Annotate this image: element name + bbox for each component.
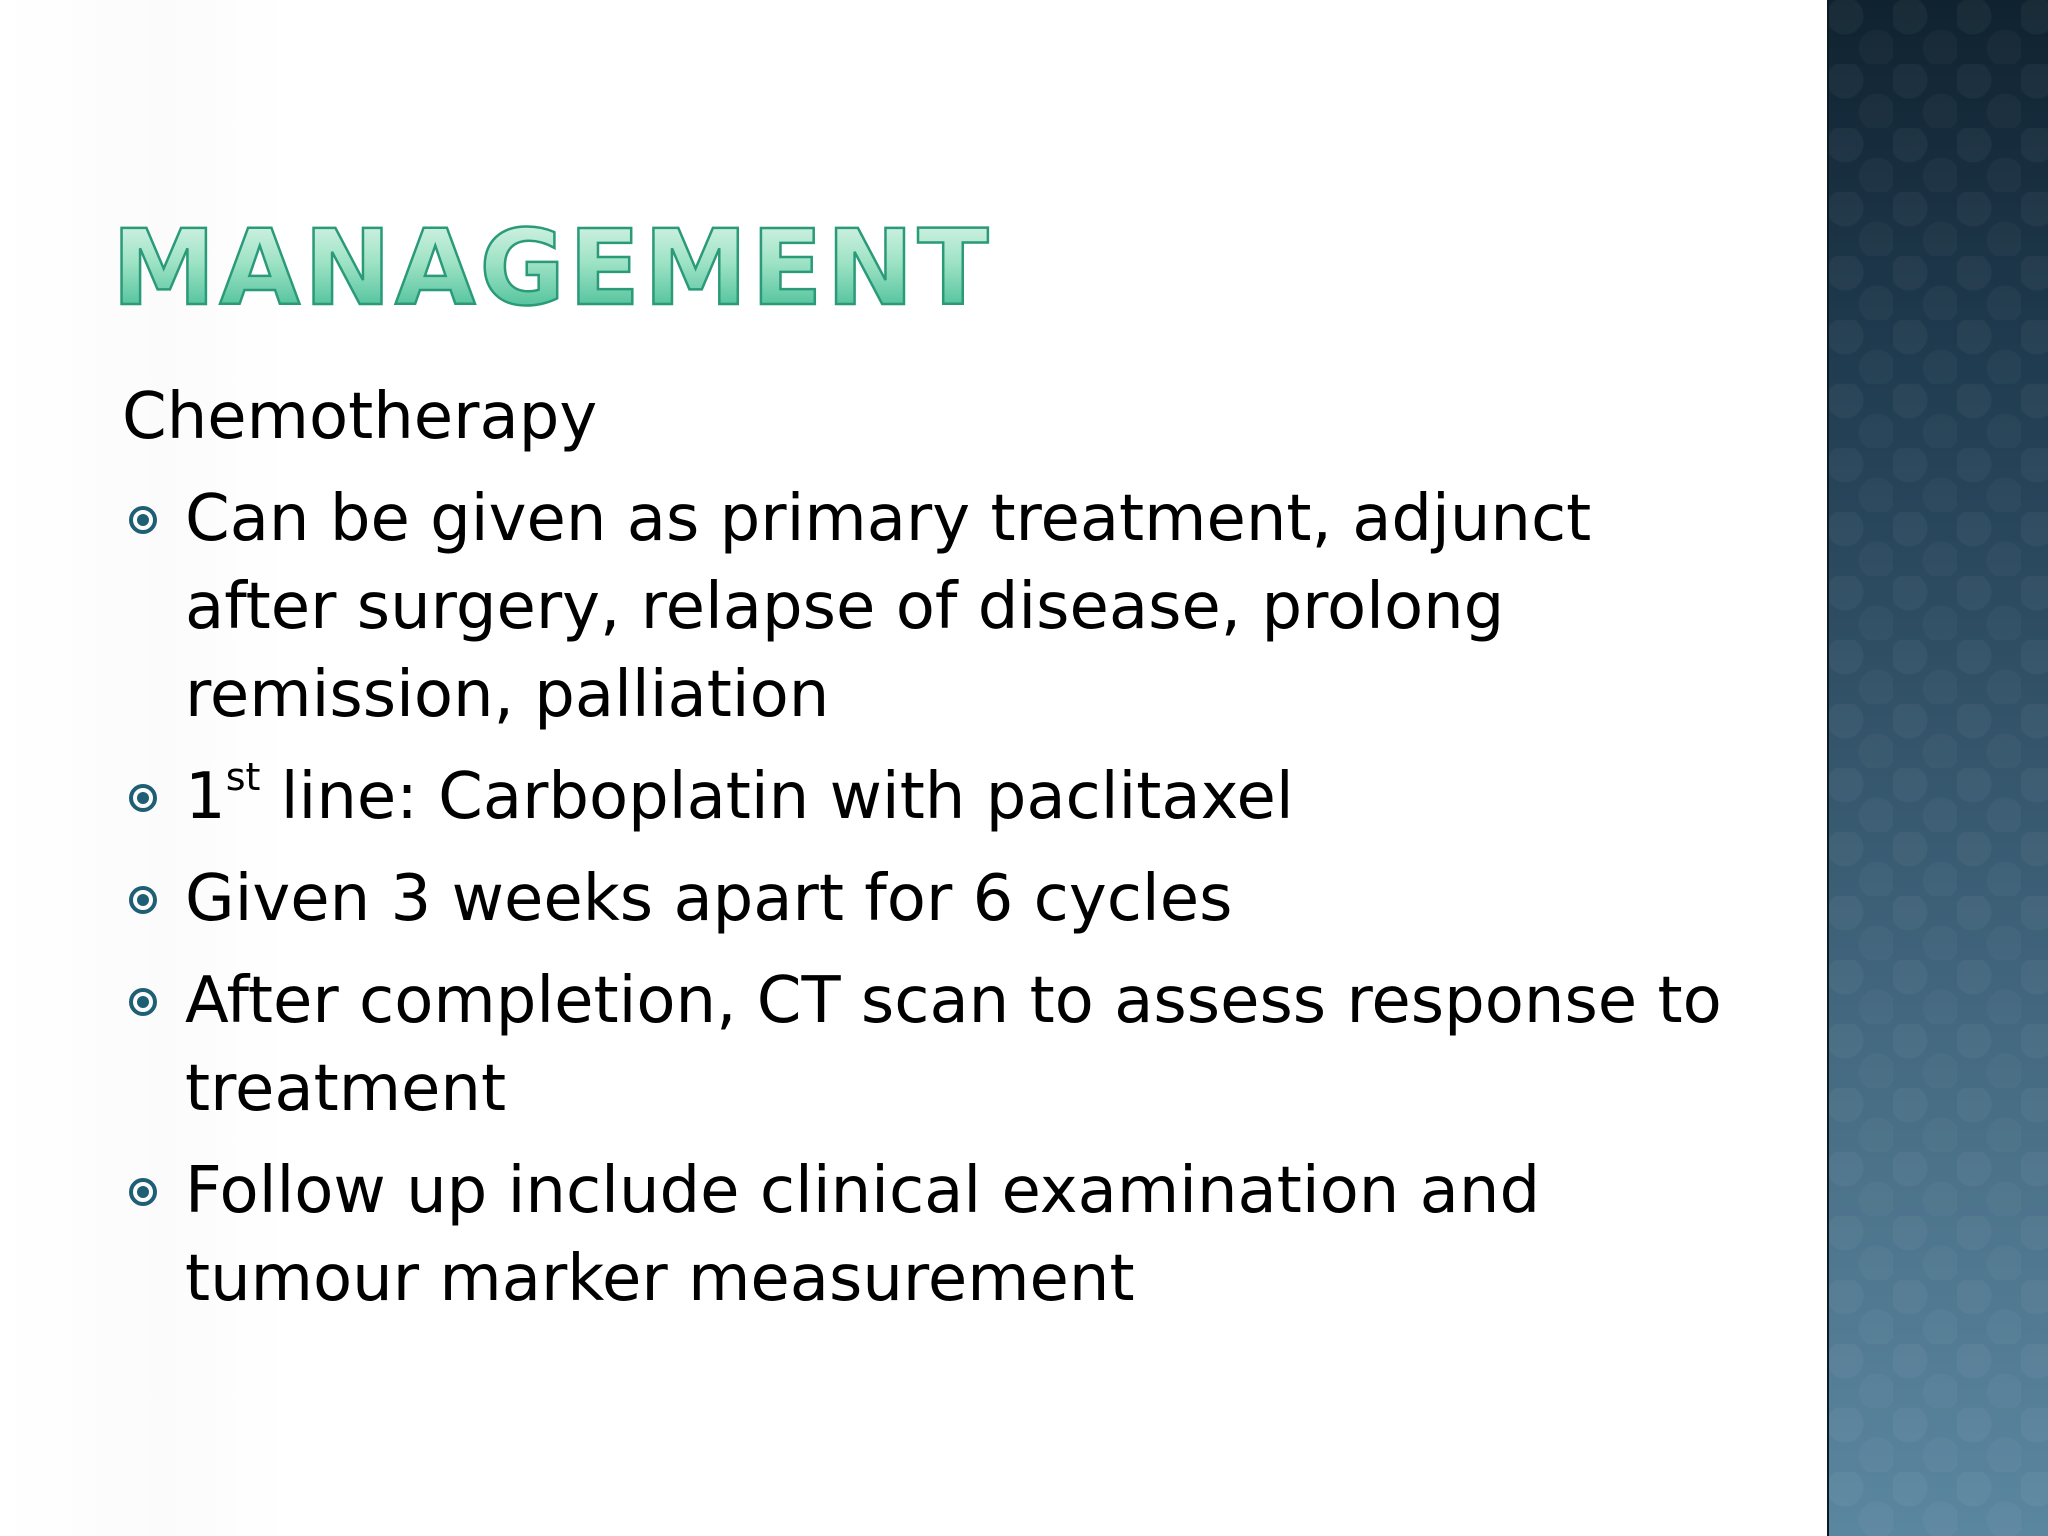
bullet-item — [122, 753, 1762, 841]
decorative-side-panel — [1827, 0, 2048, 1536]
bullet-prefix: 1 — [185, 760, 226, 834]
bullet-text: After completion, CT scan to assess response to treatment — [185, 964, 1722, 1126]
circle-dot-icon — [128, 885, 158, 915]
bullet-item — [122, 1147, 1762, 1323]
circle-dot-icon — [128, 987, 158, 1017]
bullet-text: Given 3 weeks apart for 6 cycles — [185, 862, 1233, 936]
bullet-list — [122, 475, 1762, 1323]
circle-dot-icon — [128, 783, 158, 813]
circle-dot-icon — [128, 505, 158, 535]
title-wordart — [112, 198, 1212, 328]
section-heading: Chemotherapy — [122, 380, 598, 454]
side-panel-texture — [1829, 0, 2048, 1536]
slide-title-text: MANAGEMENT — [112, 207, 993, 328]
bullet-item — [122, 475, 1762, 739]
bullet-item — [122, 855, 1762, 943]
bullet-text: Can be given as primary treatment, adjunct after surgery, relapse of disease, prolong remission, palliation — [185, 482, 1592, 732]
slide-title — [112, 198, 1212, 328]
slide-content — [122, 373, 1762, 1337]
bullet-item — [122, 957, 1762, 1133]
bullet-text: Follow up include clinical examination and tumour marker measurement — [185, 1154, 1541, 1316]
circle-dot-icon — [128, 1177, 158, 1207]
bullet-superscript: st — [225, 755, 261, 799]
bullet-text: line: Carboplatin with paclitaxel — [260, 760, 1294, 834]
